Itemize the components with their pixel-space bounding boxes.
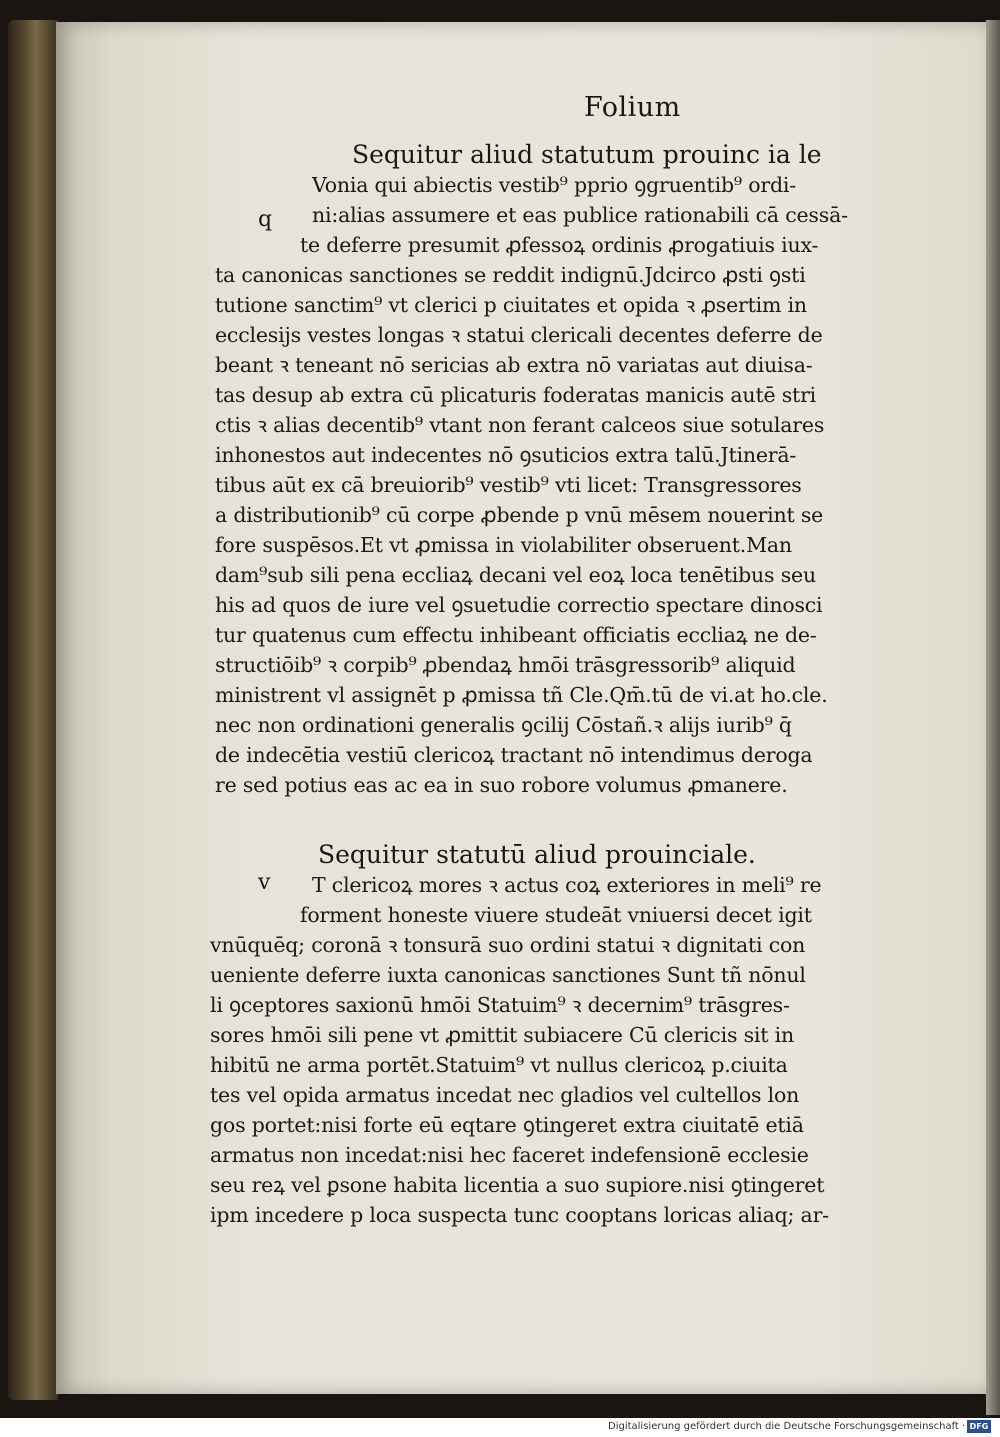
text-line: beant ꝛ teneant nō sericias ab extra nō variatas aut diuisa-: [215, 353, 813, 377]
text-line: sores hmōi sili pene vt ꝓmittit subiacere Cū clericis sit in: [210, 1023, 794, 1047]
book-binding-edge: [8, 20, 58, 1400]
text-line: tas desup ab extra cū plicaturis foderatas manicis autē stri: [215, 383, 817, 407]
text-line: hibitū ne arma portēt.Statuim⁹ vt nullus clericoꝝ p.ciuita: [210, 1053, 788, 1077]
text-line: tibus aūt ex cā breuiorib⁹ vestib⁹ vti licet: Transgressores: [215, 473, 802, 497]
text-line: seu reꝝ vel ꝑsone habita licentia a suo supiore.nisi ꝯtingeret: [210, 1173, 825, 1197]
text-line: forment honeste viuere studeāt vniuersi decet igit: [300, 903, 812, 927]
text-line: his ad quos de iure vel ꝯsuetudie correctio spectare dinosci: [215, 593, 823, 617]
text-line: de indecētia vestiū clericoꝝ tractant nō intendimus deroga: [215, 743, 813, 767]
text-line: te deferre presumit ꝓfessoꝝ ordinis ꝓrogatiuis iux-: [300, 233, 819, 257]
text-line: ctis ꝛ alias decentib⁹ vtant non ferant calceos siue sotulares: [215, 413, 825, 437]
text-line: ecclesijs vestes longas ꝛ statui clericali decentes deferre de: [215, 323, 823, 347]
text-line: inhonestos aut indecentes nō ꝯsuticios extra talū.Jtinerā-: [215, 443, 797, 467]
page-edge-right: [986, 20, 1000, 1415]
text-line: ministrent vl assignēt p ꝓmissa tñ Cle.Qm̄.tū de vi.at ho.cle.: [215, 683, 828, 707]
section-initial-1: q: [258, 207, 273, 232]
text-line: ipm incedere p loca suspecta tunc cooptans loricas aliaq; ar-: [210, 1203, 829, 1227]
text-line: tes vel opida armatus incedat nec gladios vel cultellos lon: [210, 1083, 800, 1107]
dfg-logo: DFG: [967, 1420, 991, 1433]
text-line: dam⁹sub sili pena eccliaꝝ decani vel eoꝝ loca tenētibus seu: [215, 563, 816, 587]
text-line: tur quatenus cum effectu inhibeant officiatis eccliaꝝ ne de-: [215, 623, 817, 647]
text-line: gos portet:nisi forte eū eqtare ꝯtingeret extra ciuitatē etiā: [210, 1113, 804, 1137]
section-initial-2: v: [258, 870, 271, 895]
text-line: ta canonicas sanctiones se reddit indignū.Jdcirco ꝓsti ꝯsti: [215, 263, 806, 287]
text-line: ni:alias assumere et eas publice rationabili cā cessā-: [312, 203, 848, 227]
text-line: re sed potius eas ac ea in suo robore volumus ꝓmanere.: [215, 773, 788, 797]
text-line: nec non ordinationi generalis ꝯcilij Cōstañ.ꝛ alijs iurib⁹ q̄: [215, 713, 792, 737]
text-line: structiōib⁹ ꝛ corpib⁹ ꝓbendaꝝ hmōi trāsgressorib⁹ aliquid: [215, 653, 796, 677]
text-line: li ꝯceptores saxionū hmōi Statuim⁹ ꝛ decernim⁹ trāsgres-: [210, 993, 790, 1017]
text-line: T clericoꝝ mores ꝛ actus coꝝ exteriores in meli⁹ re: [312, 873, 822, 897]
text-line: a distributionib⁹ cū corpe ꝓbende p vnū mēsem nouerint se: [215, 503, 824, 527]
folio-header: Folium: [584, 92, 681, 123]
text-line: tutione sanctim⁹ vt clerici p ciuitates et opida ꝛ ꝓsertim in: [215, 293, 807, 317]
text-line: Vonia qui abiectis vestib⁹ pprio ꝯgruentib⁹ ordi-: [312, 173, 796, 197]
section-heading-2: Sequitur statutū aliud prouinciale.: [318, 840, 756, 869]
text-line: armatus non incedat:nisi hec faceret indefensionē ecclesie: [210, 1143, 809, 1167]
section-heading-1: Sequitur aliud statutum prouinc ia le: [352, 140, 822, 169]
text-line: ueniente deferre iuxta canonicas sanctiones Sunt tñ nōnul: [210, 963, 806, 987]
text-line: fore suspēsos.Et vt ꝓmissa in violabiliter obseruent.Man: [215, 533, 792, 557]
text-line: vnūquēq; coronā ꝛ tonsurā suo ordini statui ꝛ dignitati con: [210, 933, 806, 957]
digitization-credit: Digitalisierung gefördert durch die Deutsche Forschungsgemeinschaft ·: [608, 1421, 966, 1432]
